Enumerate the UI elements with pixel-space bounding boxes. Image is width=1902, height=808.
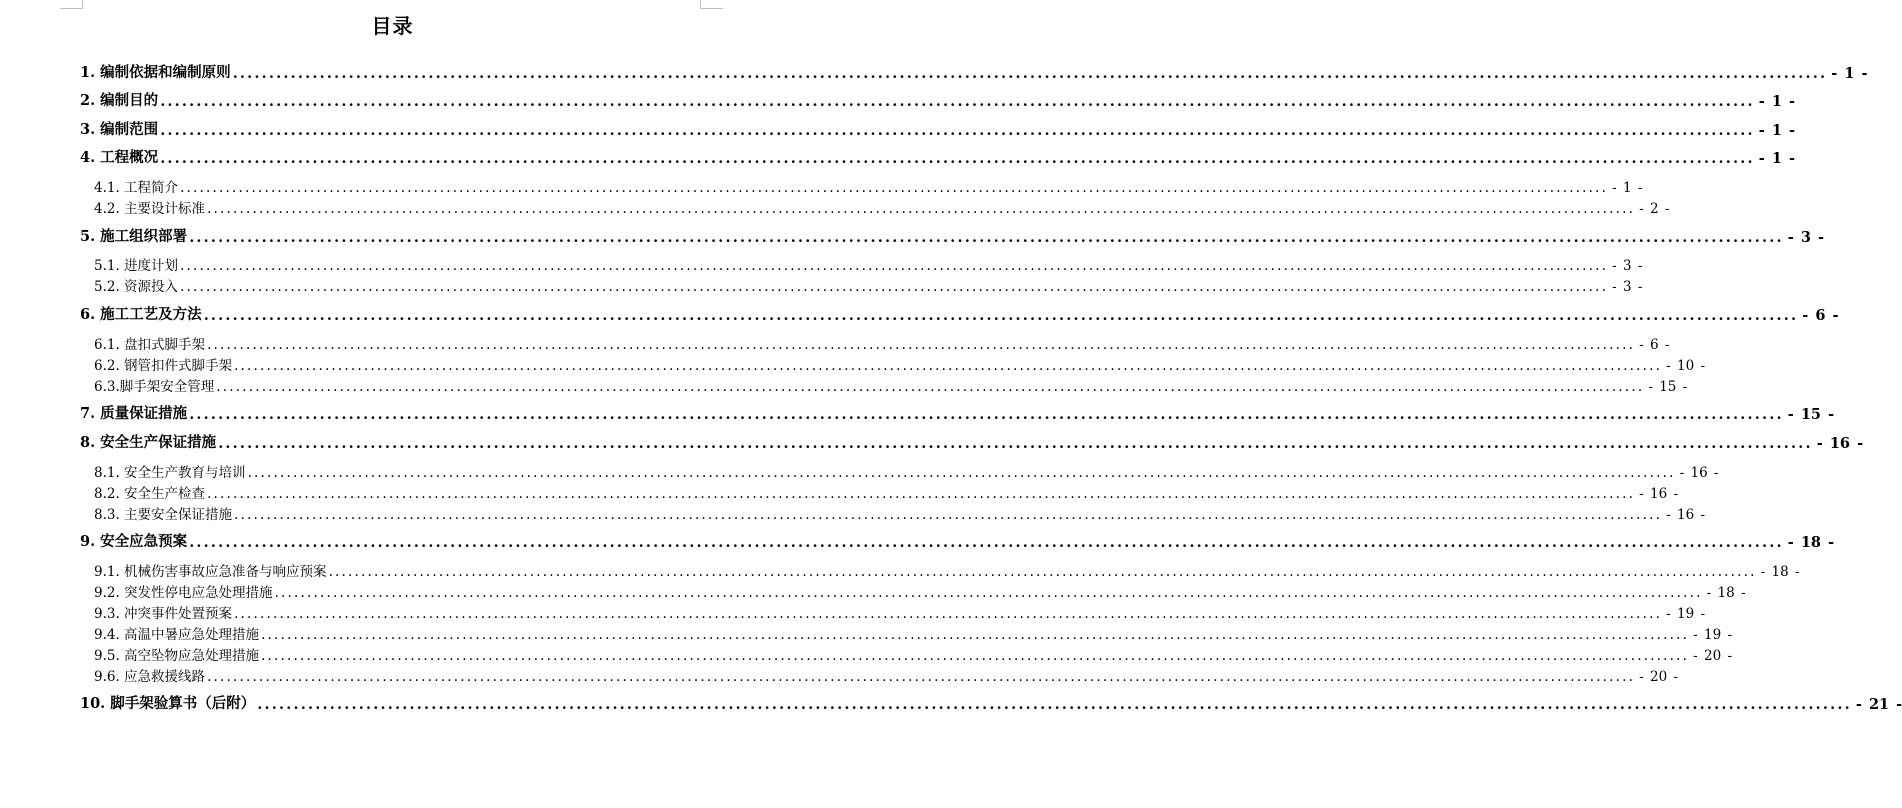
toc-entry-section[interactable] bbox=[80, 579, 1746, 601]
toc-title: 目录 bbox=[371, 14, 414, 38]
page-corner-mark-right bbox=[700, 0, 723, 9]
toc-entry-page-number: - 18 - bbox=[1760, 564, 1800, 580]
toc-entry-page-number: - 16 - bbox=[1666, 507, 1706, 523]
toc-entry-label: 9.3. 冲突事件处置预案 bbox=[94, 606, 233, 622]
toc-dot-leader: ............................................................................................................................................................................................................................ bbox=[261, 627, 1690, 643]
toc-entry-chapter[interactable] bbox=[80, 60, 1868, 82]
toc-entry-chapter[interactable] bbox=[80, 302, 1839, 324]
toc-entry-section[interactable] bbox=[80, 174, 1643, 196]
toc-dot-leader: ............................................................................................................................................................................................................................ bbox=[160, 93, 1755, 110]
toc-entry-label: 4.2. 主要设计标准 bbox=[94, 201, 206, 217]
toc-entry-section[interactable] bbox=[80, 195, 1670, 217]
toc-entry-page-number: - 3 - bbox=[1612, 258, 1643, 274]
toc-dot-leader: ............................................................................................................................................................................................................................ bbox=[274, 585, 1703, 601]
toc-dot-leader: ............................................................................................................................................................................................................................ bbox=[189, 229, 1784, 246]
toc-entry-chapter[interactable] bbox=[80, 691, 1902, 713]
toc-entry-label: 9.2. 突发性停电应急处理措施 bbox=[94, 585, 273, 601]
toc-dot-leader: ............................................................................................................................................................................................................................ bbox=[180, 279, 1609, 295]
toc-entry-label: 2. 编制目的 bbox=[80, 92, 159, 109]
toc-dot-leader: ............................................................................................................................................................................................................................ bbox=[189, 534, 1784, 551]
toc-entry-section[interactable] bbox=[80, 352, 1706, 374]
toc-entry-section[interactable] bbox=[80, 501, 1706, 523]
toc-entry-page-number: - 18 - bbox=[1787, 534, 1835, 551]
toc-entry-label: 5.2. 资源投入 bbox=[94, 279, 179, 295]
toc-entry-section[interactable] bbox=[80, 273, 1643, 295]
toc-entry-chapter[interactable] bbox=[80, 224, 1825, 246]
toc-dot-leader: ............................................................................................................................................................................................................................ bbox=[257, 696, 1852, 713]
toc-entry-section[interactable] bbox=[80, 373, 1688, 395]
toc-dot-leader: ............................................................................................................................................................................................................................ bbox=[203, 307, 1799, 324]
toc-entry-page-number: - 1 - bbox=[1758, 93, 1796, 110]
toc-dot-leader: ............................................................................................................................................................................................................................ bbox=[180, 258, 1609, 274]
toc-entry-label: 7. 质量保证措施 bbox=[80, 405, 188, 422]
toc-dot-leader: ............................................................................................................................................................................................................................ bbox=[160, 150, 1755, 167]
toc-entry-section[interactable] bbox=[80, 331, 1670, 353]
toc-entry-section[interactable] bbox=[80, 663, 1679, 685]
toc-entry-page-number: - 10 - bbox=[1666, 358, 1706, 374]
toc-entry-page-number: - 3 - bbox=[1787, 229, 1825, 246]
toc-entry-page-number: - 15 - bbox=[1787, 406, 1835, 423]
toc-entry-label: 8.3. 主要安全保证措施 bbox=[94, 507, 233, 523]
toc-entry-label: 8. 安全生产保证措施 bbox=[80, 434, 217, 451]
toc-entry-chapter[interactable] bbox=[80, 88, 1796, 110]
toc-entry-page-number: - 19 - bbox=[1666, 606, 1706, 622]
toc-dot-leader: ............................................................................................................................................................................................................................ bbox=[160, 122, 1755, 139]
toc-entry-chapter[interactable] bbox=[80, 529, 1835, 551]
toc-entry-page-number: - 1 - bbox=[1758, 122, 1796, 139]
toc-entry-page-number: - 16 - bbox=[1639, 486, 1679, 502]
toc-entry-page-number: - 3 - bbox=[1612, 279, 1643, 295]
toc-entry-section[interactable] bbox=[80, 621, 1733, 643]
toc-entry-label: 1. 编制依据和编制原则 bbox=[80, 64, 231, 81]
toc-entry-label: 9.5. 高空坠物应急处理措施 bbox=[94, 648, 260, 664]
toc-entry-chapter[interactable] bbox=[80, 430, 1864, 452]
toc-dot-leader: ............................................................................................................................................................................................................................ bbox=[234, 358, 1663, 374]
toc-entry-page-number: - 1 - bbox=[1612, 180, 1643, 196]
toc-entry-label: 9.6. 应急救援线路 bbox=[94, 669, 206, 685]
toc-dot-leader: ............................................................................................................................................................................................................................ bbox=[232, 65, 1828, 82]
toc-entry-page-number: - 6 - bbox=[1802, 307, 1839, 324]
toc-entry-page-number: - 20 - bbox=[1693, 648, 1733, 664]
toc-dot-leader: ............................................................................................................................................................................................................................ bbox=[207, 201, 1636, 217]
toc-entry-chapter[interactable] bbox=[80, 117, 1796, 139]
toc-entry-page-number: - 20 - bbox=[1639, 669, 1679, 685]
toc-dot-leader: ............................................................................................................................................................................................................................ bbox=[207, 486, 1636, 502]
toc-entry-page-number: - 19 - bbox=[1693, 627, 1733, 643]
toc-entry-label: 4. 工程概况 bbox=[80, 149, 159, 166]
toc-entry-label: 9.1. 机械伤害事故应急准备与响应预案 bbox=[94, 564, 327, 580]
toc-dot-leader: ............................................................................................................................................................................................................................ bbox=[234, 606, 1663, 622]
toc-entry-section[interactable] bbox=[80, 252, 1643, 274]
toc-entry-label: 5.1. 进度计划 bbox=[94, 258, 179, 274]
toc-entry-section[interactable] bbox=[80, 480, 1679, 502]
toc-entry-section[interactable] bbox=[80, 459, 1719, 481]
page-corner-mark-left bbox=[60, 0, 83, 9]
toc-entry-page-number: - 2 - bbox=[1639, 201, 1670, 217]
toc-dot-leader: ............................................................................................................................................................................................................................ bbox=[180, 180, 1609, 196]
toc-dot-leader: ............................................................................................................................................................................................................................ bbox=[234, 507, 1663, 523]
toc-entry-section[interactable] bbox=[80, 600, 1706, 622]
toc-entry-section[interactable] bbox=[80, 642, 1733, 664]
toc-entry-page-number: - 15 - bbox=[1648, 379, 1688, 395]
toc-dot-leader: ............................................................................................................................................................................................................................ bbox=[207, 669, 1636, 685]
toc-entry-page-number: - 1 - bbox=[1758, 150, 1796, 167]
toc-entry-page-number: - 1 - bbox=[1831, 65, 1868, 82]
toc-entry-label: 10. 脚手架验算书（后附） bbox=[80, 695, 256, 712]
toc-dot-leader: ............................................................................................................................................................................................................................ bbox=[218, 435, 1813, 452]
toc-entry-label: 3. 编制范围 bbox=[80, 121, 159, 138]
toc-dot-leader: ............................................................................................................................................................................................................................ bbox=[261, 648, 1690, 664]
toc-dot-leader: ............................................................................................................................................................................................................................ bbox=[207, 337, 1636, 353]
toc-entry-label: 9.4. 高温中暑应急处理措施 bbox=[94, 627, 260, 643]
toc-entry-chapter[interactable] bbox=[80, 401, 1835, 423]
toc-entry-label: 6.2. 钢管扣件式脚手架 bbox=[94, 358, 233, 374]
toc-entry-label: 9. 安全应急预案 bbox=[80, 533, 188, 550]
toc-entry-label: 6.1. 盘扣式脚手架 bbox=[94, 337, 206, 353]
toc-dot-leader: ............................................................................................................................................................................................................................ bbox=[216, 379, 1645, 395]
toc-entry-label: 4.1. 工程简介 bbox=[94, 180, 179, 196]
toc-entry-label: 6.3.脚手架安全管理 bbox=[94, 379, 215, 395]
toc-entry-chapter[interactable] bbox=[80, 145, 1796, 167]
toc-entry-label: 6. 施工工艺及方法 bbox=[80, 306, 202, 323]
toc-entry-section[interactable] bbox=[80, 558, 1800, 580]
toc-entry-page-number: - 21 - bbox=[1855, 696, 1902, 713]
toc-entry-page-number: - 6 - bbox=[1639, 337, 1670, 353]
toc-entry-label: 8.2. 安全生产检查 bbox=[94, 486, 206, 502]
toc-entry-label: 8.1. 安全生产教育与培训 bbox=[94, 465, 246, 481]
toc-entry-page-number: - 18 - bbox=[1706, 585, 1746, 601]
toc-entry-label: 5. 施工组织部署 bbox=[80, 228, 188, 245]
toc-dot-leader: ............................................................................................................................................................................................................................ bbox=[189, 406, 1784, 423]
toc-dot-leader: ............................................................................................................................................................................................................................ bbox=[328, 564, 1757, 580]
toc-entry-page-number: - 16 - bbox=[1679, 465, 1719, 481]
toc-dot-leader: ............................................................................................................................................................................................................................ bbox=[247, 465, 1676, 481]
toc-entry-page-number: - 16 - bbox=[1816, 435, 1864, 452]
